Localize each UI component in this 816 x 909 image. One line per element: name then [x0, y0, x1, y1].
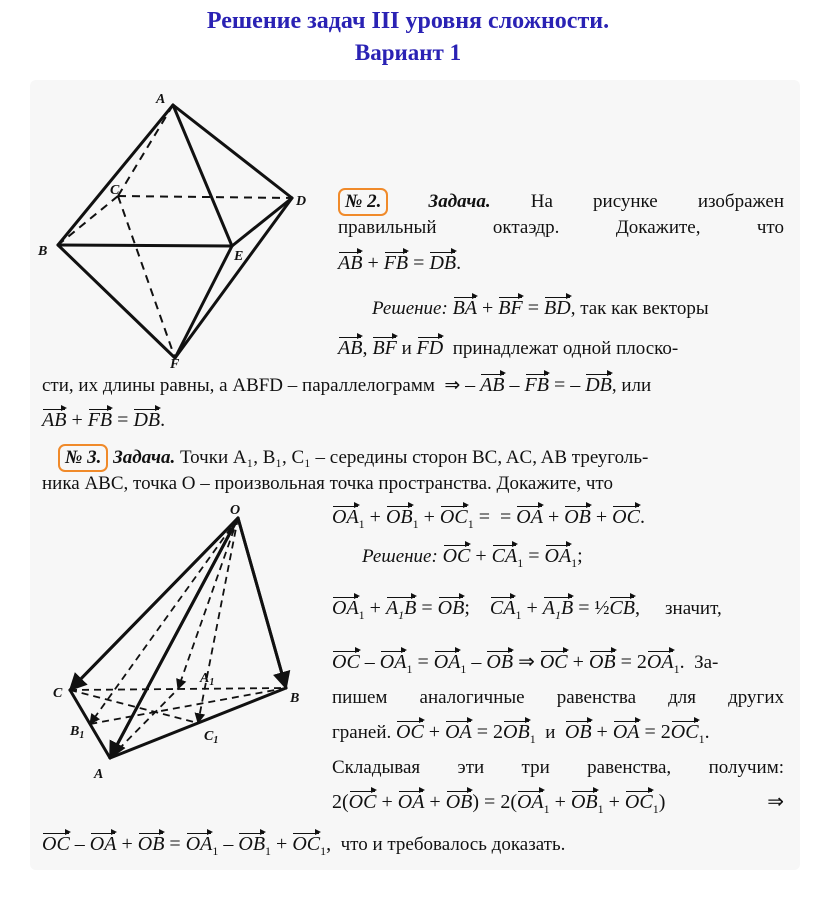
problem2-solution-line1: Решение: BA + BF = BD, так как векторы: [372, 297, 709, 319]
vertex-c-label: C: [110, 183, 120, 198]
vertex-c-label: C: [53, 686, 63, 701]
vertex-a-label: A: [94, 767, 104, 782]
problem3-badge: № 3.: [58, 444, 108, 472]
problem3-formula: $OA_1 + OB_1 + OC_1$ = = OA + OB + OC.: [332, 506, 645, 531]
problem3-solution-line1: Решение: OC + $CA_1 = OA_1$;: [362, 545, 583, 570]
problem2-formula: AB + FB = DB.: [338, 252, 462, 274]
problem2-badge: № 2.: [338, 188, 388, 216]
vertex-b-label: B: [290, 691, 300, 706]
problem2-line1: № 2. Задача. На рисунке изображен: [338, 188, 784, 216]
page-title: Решение задач III уровня сложности.: [206, 8, 610, 34]
vertex-o-label: O: [230, 503, 241, 518]
problem3-solution-line3: OC – $OA_1 = OA_1$ – OB ⇒ OC + OB = $2OA_1$. За-: [332, 651, 719, 676]
problem3-solution-line7: 2(OC + OA + $OB) = 2(OA_1 + OB_1 + OC_1)$ ⇒: [332, 791, 784, 816]
problem2-solution-line2: AB, BF и FD принадлежат одной плоско-: [338, 337, 679, 359]
tetrahedron-figure: [48, 500, 318, 790]
problem3-line2: ника ABC, точка O – произвольная точка пространства. Докажите, что: [42, 473, 613, 494]
problem3-solution-line4: пишем аналогичные равенства для других: [332, 687, 784, 708]
problem3-solution-line6: Складывая эти три равенства, получим:: [332, 757, 784, 778]
vertex-a-label: A: [156, 92, 166, 107]
problem3-solution-line2: $OA_1 + A_1B$ = OB; $CA_1 + A_1B$ = ½CB, значит,: [332, 596, 722, 627]
problem2-line2: правильный октаэдр. Докажите, что: [338, 217, 784, 238]
vertex-d-label: D: [296, 194, 307, 209]
point-b1-label: $B_1$: [70, 724, 85, 741]
page-subtitle: Вариант 1: [354, 40, 462, 65]
problem3-solution-line5: граней. OC + OA = $2OB_1$ и OB + OA = $2OC_1$.: [332, 721, 710, 746]
octahedron-figure: [30, 88, 330, 378]
vertex-f-label: F: [170, 357, 180, 372]
vertex-e-label: E: [234, 249, 244, 264]
point-a1-label: $A_1$: [200, 671, 215, 688]
problem3-line1: № 3. Задача. Точки A₁, B₁, C₁ – середины сторон BC, AC, AB треуголь-: [58, 444, 648, 472]
problem2-solution-line3: сти, их длины равны, а ABFD – параллелограмм ⇒ – AB – FB = – DB, или: [42, 374, 652, 396]
problem3-conclusion: OC – OA + OB = $OA_1 - OB_1 + OC_1$, что и требовалось доказать.: [42, 833, 566, 858]
point-c1-label: $C_1$: [204, 729, 219, 746]
vertex-b-label: B: [38, 244, 48, 259]
problem2-conclusion: AB + FB = DB.: [42, 409, 166, 431]
